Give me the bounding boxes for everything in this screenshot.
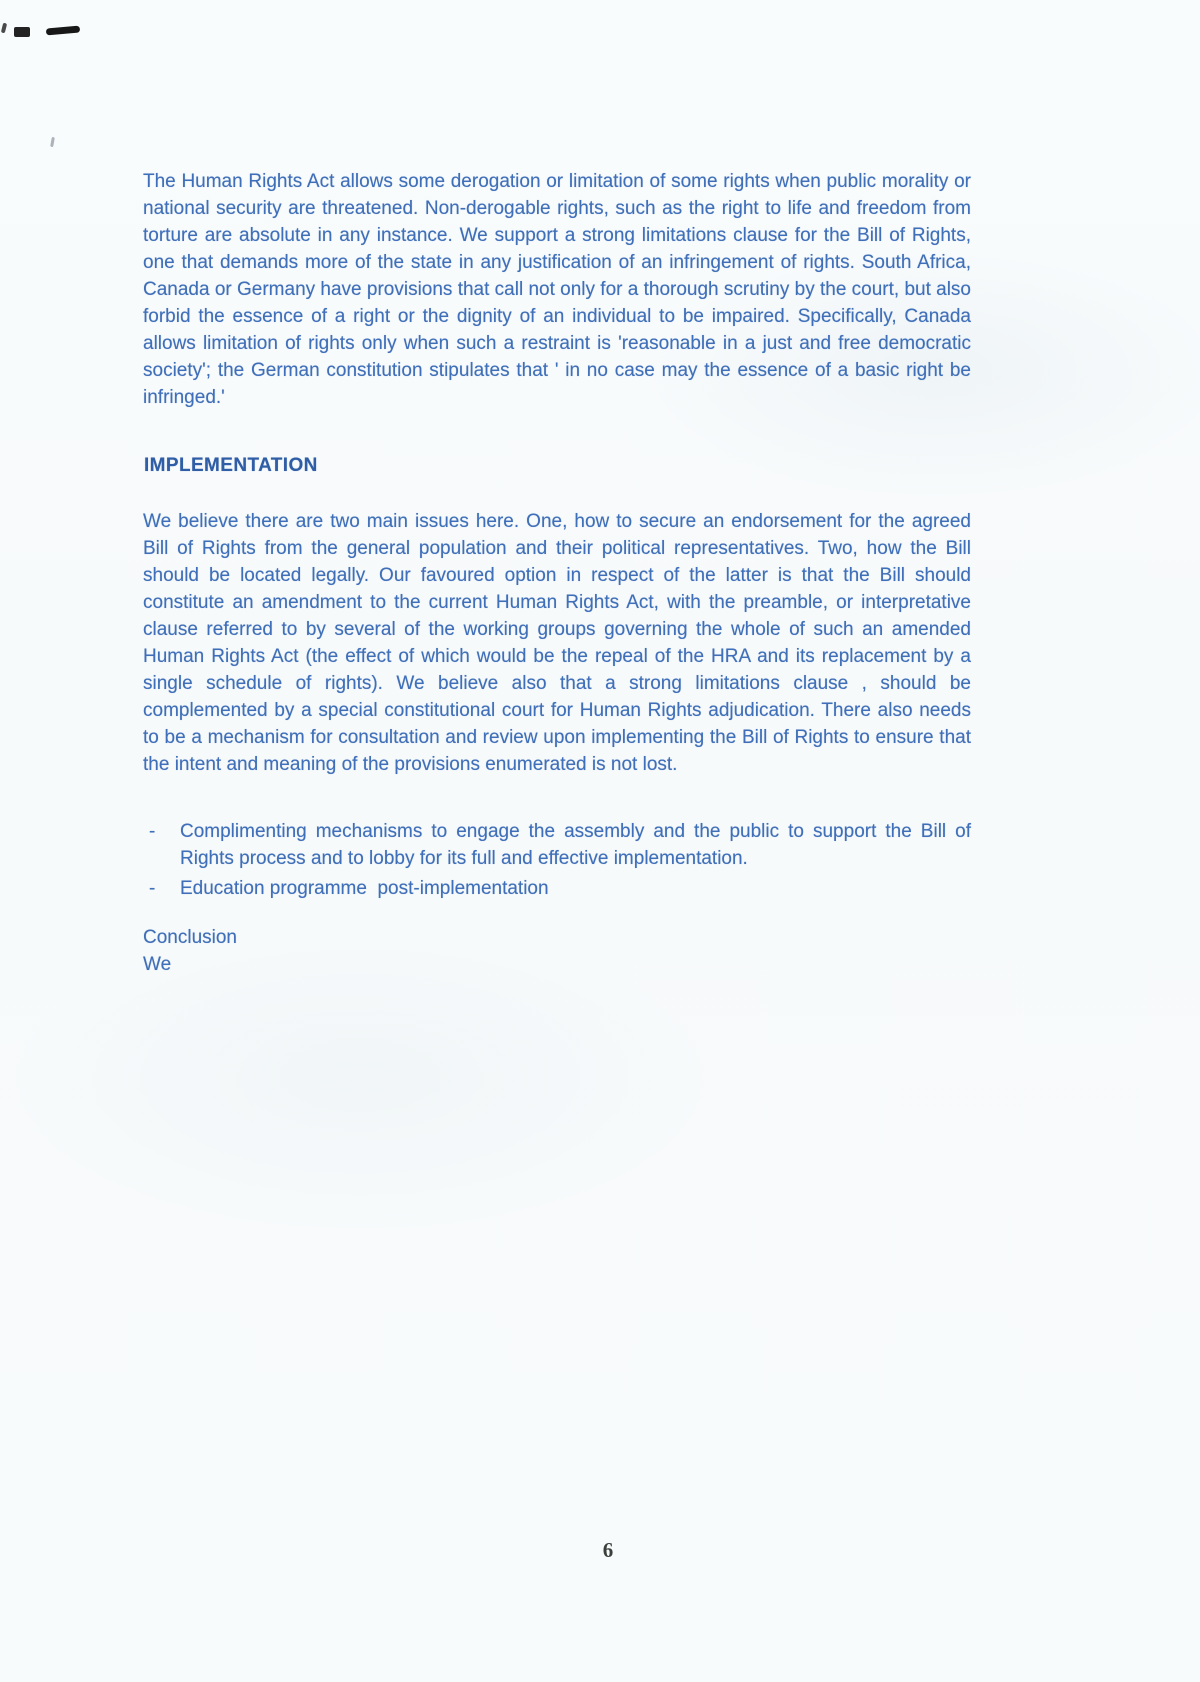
- bullet-dash-marker: -: [149, 821, 156, 842]
- scan-artifact-tick: [1, 23, 7, 34]
- list-item: [143, 875, 971, 902]
- scan-artifact-blot: [14, 27, 30, 37]
- paragraph-limitations-clause: The Human Rights Act allows some derogation or limitation of some rights when public morality or national security are threatened. Non-derogable rights, such as the right to life and freedom from torture are absolute in any instance. We support a strong limitations clause for the Bill of Rights, one that demands more of the state in any justification of an infringement of rights. South Africa, Canada or Germany have provisions that call not only for a thorough scrutiny by the court, but also forbid the essence of a right or the dignity of an individual to be impaired. Specifically, Canada allows limitation of rights only when such a restraint is 'reasonable in a just and free democratic society'; the German constitution stipulates that ' in no case may the essence of a basic right be infringed.': [143, 171, 972, 408]
- bullet-item-text: Complimenting mechanisms to engage the assembly and the public to support the Bill of Rights process and to lobby for its full and effective implementation.: [180, 821, 977, 869]
- scan-artifact-faint-tick: [50, 137, 55, 147]
- section-heading-implementation: IMPLEMENTATION: [144, 455, 318, 476]
- paragraph-implementation: We believe there are two main issues here. One, how to secure an endorsement for the agreed Bill of Rights from the general population and their political representatives. Two, how the Bill should be located legally. Our favoured option in respect of the latter is that the Bill should constitute an amendment to the current Human Rights Act, with the preamble, or interpretative clause referred to by several of the working groups governing the whole of such an amended Human Rights Act (the effect of which would be the repeal of the HRA and its replacement by a single schedule of rights). We believe also that a strong limitations clause , should be complemented by a special constitutional court for Human Rights adjudication. There also needs to be a mechanism for consultation and review upon implementing the Bill of Rights to ensure that the intent and meaning of the provisions enumerated is not lost.: [143, 511, 971, 775]
- list-item: [143, 818, 977, 872]
- conclusion-body: We: [143, 954, 172, 975]
- scan-artifact-dash: [46, 26, 80, 36]
- bullet-list: [143, 818, 977, 905]
- conclusion-block: [143, 924, 971, 978]
- conclusion-heading: Conclusion: [143, 927, 237, 948]
- bullet-item-text: Education programme post-implementation: [180, 878, 549, 899]
- page-number: 6: [602, 1538, 614, 1562]
- bullet-dash-marker: -: [149, 878, 156, 899]
